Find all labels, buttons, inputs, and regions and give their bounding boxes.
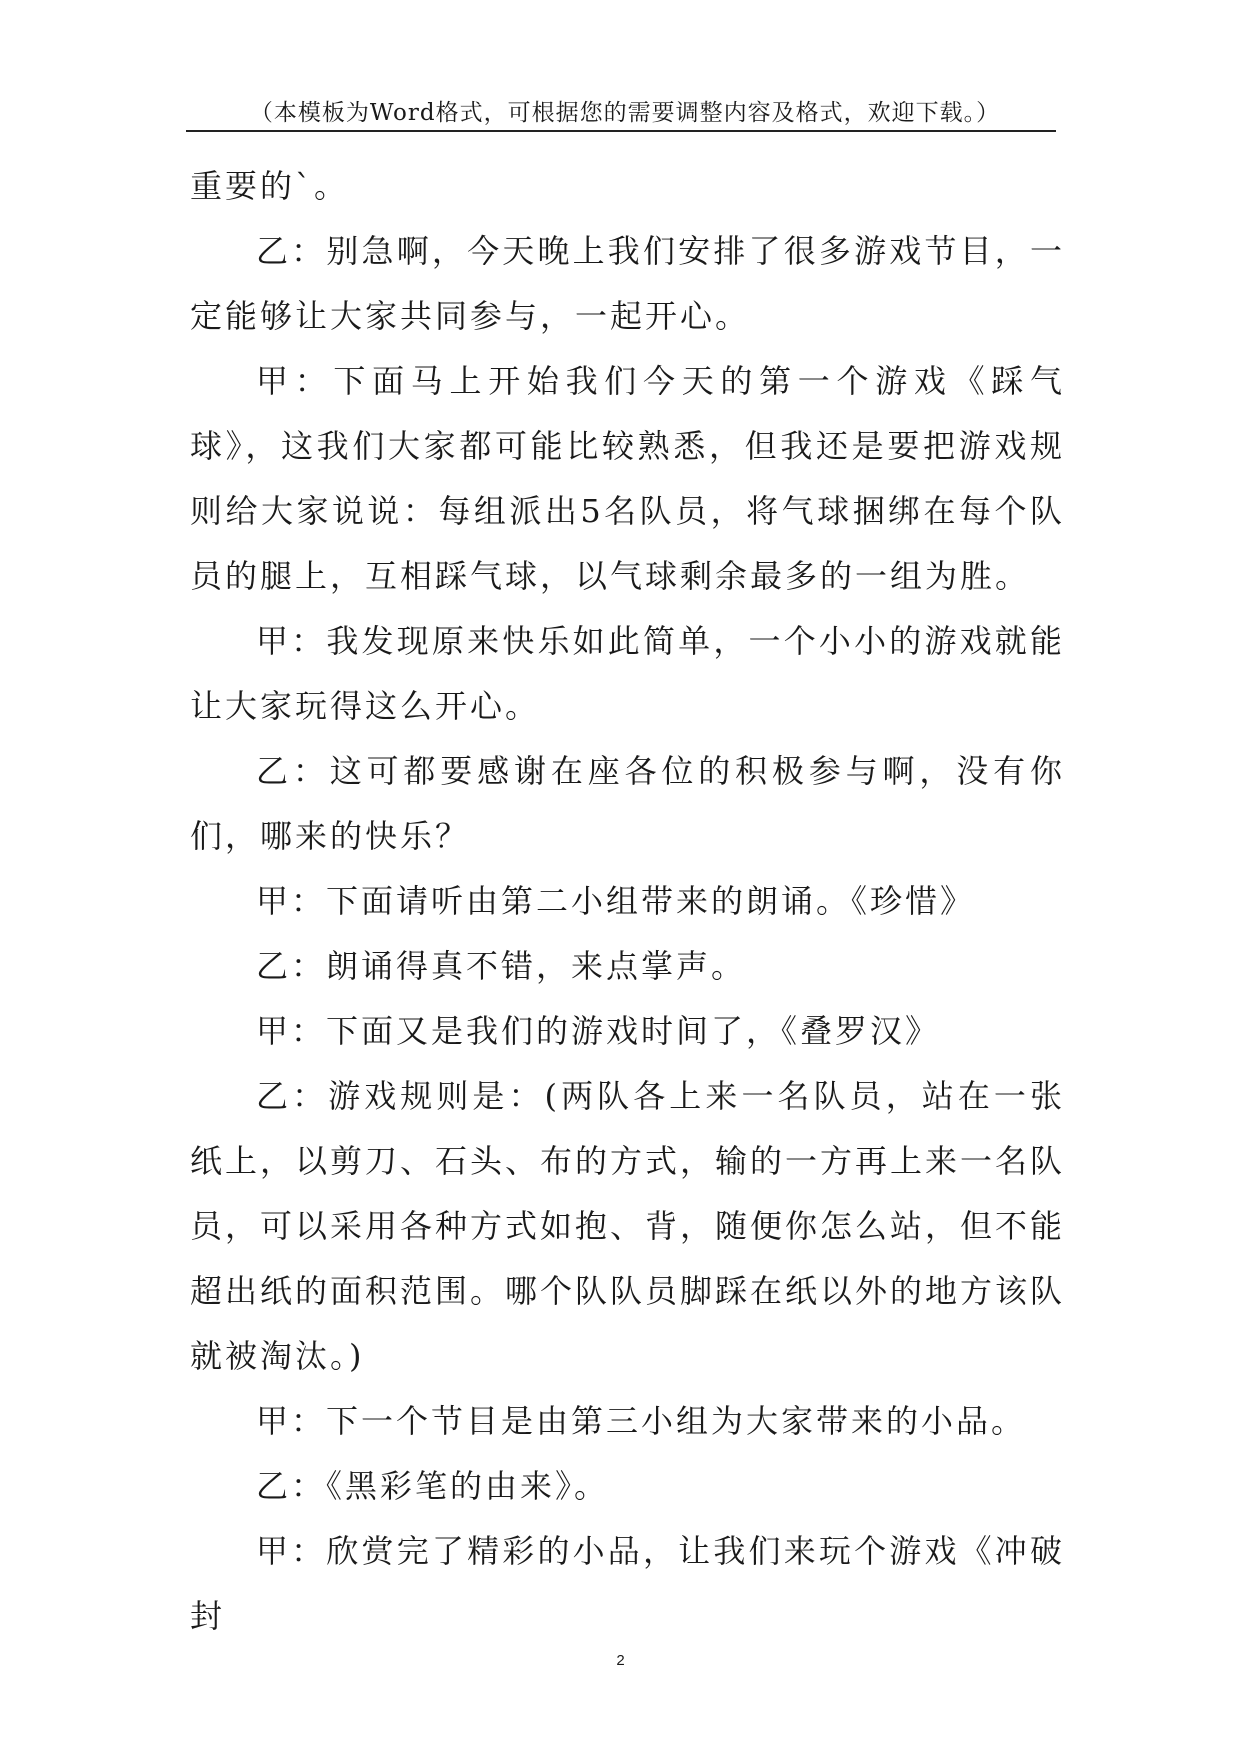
paragraph: 乙：这可都要感谢在座各位的积极参与啊，没有你们，哪来的快乐？ xyxy=(190,752,1065,855)
paragraph: 甲：欣赏完了精彩的小品，让我们来玩个游戏《冲破封 xyxy=(190,1532,1065,1635)
paragraph: 甲：我发现原来快乐如此简单，一个小小的游戏就能让大家玩得这么开心。 xyxy=(190,622,1065,725)
document-body xyxy=(190,154,1065,1649)
paragraph: 甲：下面请听由第二小组带来的朗诵。《珍惜》 xyxy=(256,882,976,920)
paragraph: 乙：别急啊，今天晚上我们安排了很多游戏节目，一定能够让大家共同参与，一起开心。 xyxy=(190,232,1065,335)
page-header: （本模板为Word格式，可根据您的需要调整内容及格式，欢迎下载。） xyxy=(249,100,1001,126)
paragraph: 甲：下面又是我们的游戏时间了，《叠罗汉》 xyxy=(256,1012,941,1050)
paragraph: 重要的`。 xyxy=(190,167,350,205)
page-number: 2 xyxy=(616,1652,625,1669)
header-divider xyxy=(186,130,1056,132)
paragraph: 乙：《黑彩笔的由来》。 xyxy=(256,1467,610,1505)
paragraph: 甲：下一个节目是由第三小组为大家带来的小品。 xyxy=(256,1402,1027,1440)
paragraph: 乙：朗诵得真不错，来点掌声。 xyxy=(256,947,747,985)
paragraph: 乙：游戏规则是：(两队各上来一名队员，站在一张纸上，以剪刀、石头、布的方式，输的一方再上来一名队员，可以采用各种方式如抱、背，随便你怎么站，但不能超出纸的面积范围。哪个队队员脚踩在纸以外的地方该队就被淘汰。) xyxy=(190,1077,1066,1375)
paragraph: 甲：下面马上开始我们今天的第一个游戏《踩气球》，这我们大家都可能比较熟悉，但我还是要把游戏规则给大家说说：每组派出5名队员，将气球捆绑在每个队员的腿上，互相踩气球，以气球剩余最多的一组为胜。 xyxy=(190,362,1065,595)
